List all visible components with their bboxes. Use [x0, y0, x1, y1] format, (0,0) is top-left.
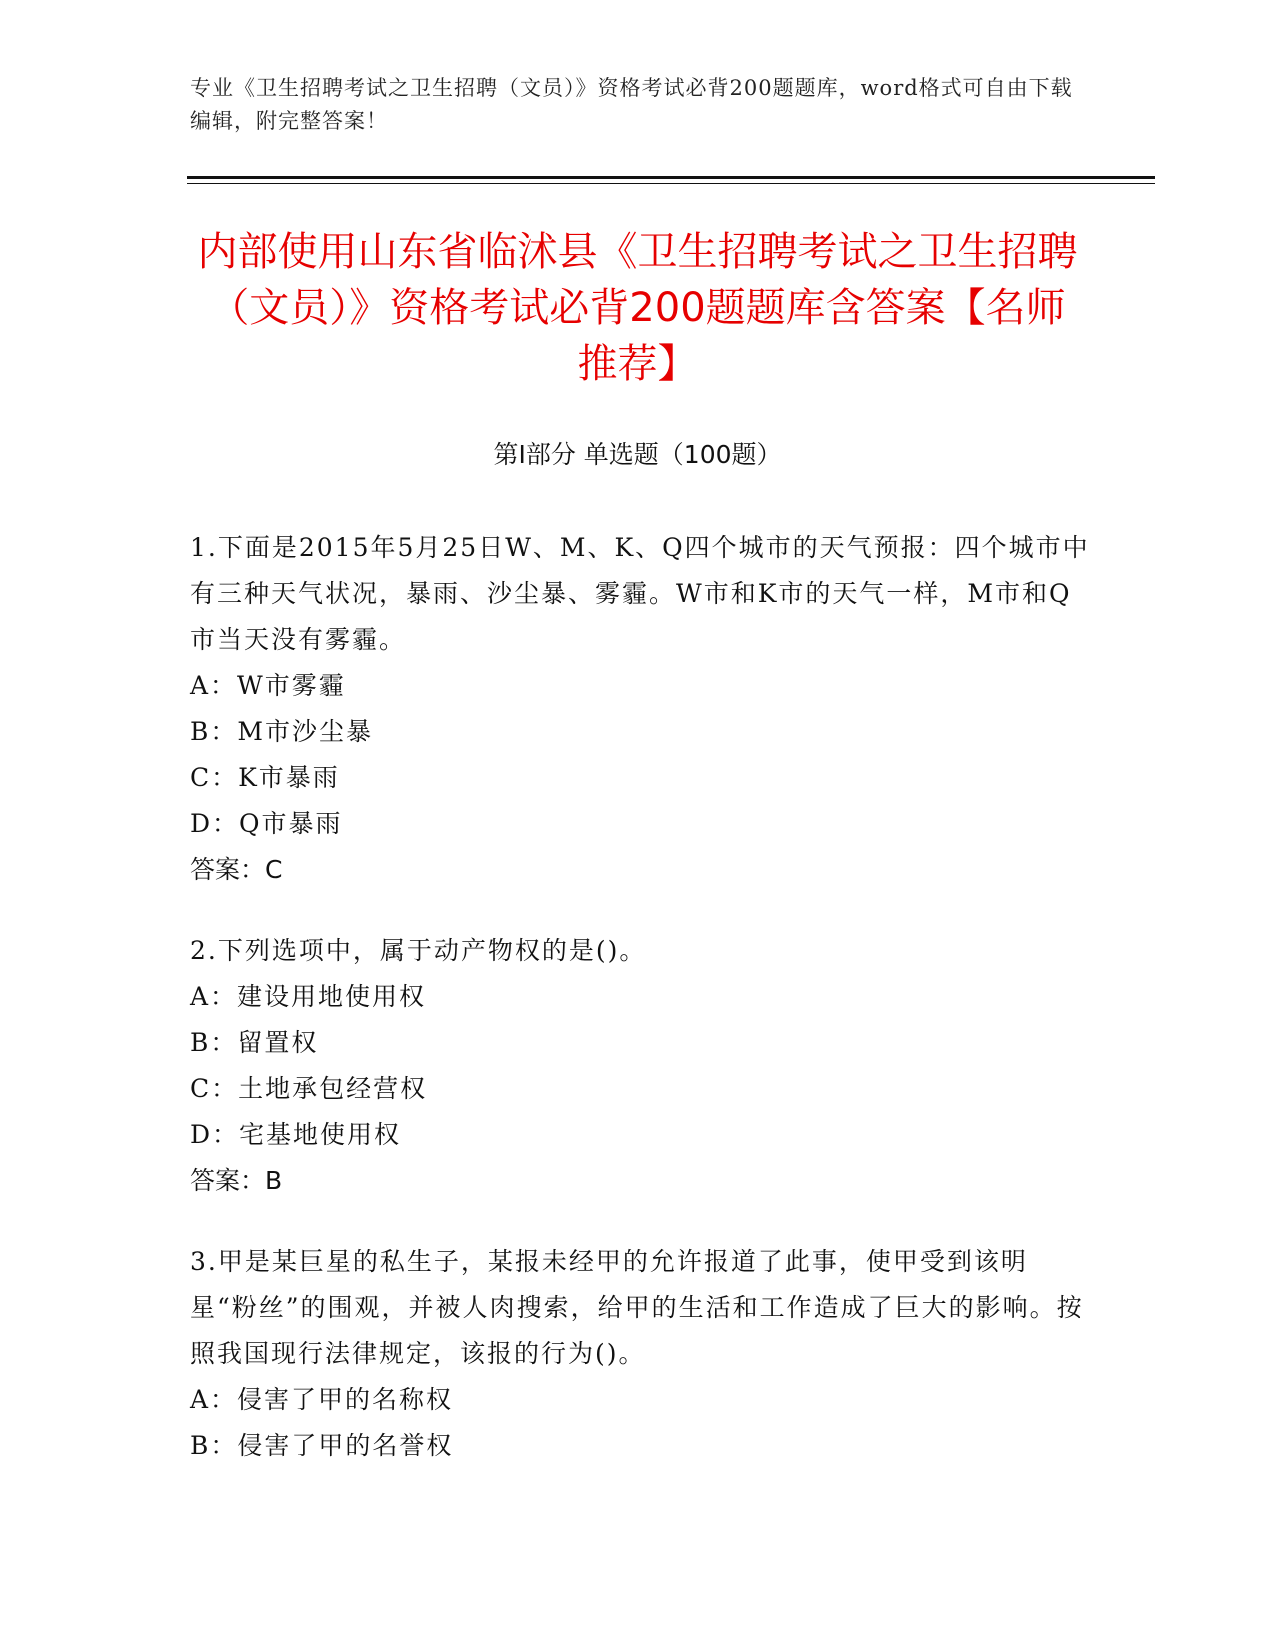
option-d: D：宅基地使用权 — [190, 1120, 402, 1149]
option-a: A：W市雾霾 — [190, 671, 346, 700]
option-d: D：Q市暴雨 — [190, 809, 343, 838]
answer: 答案：B — [190, 1166, 283, 1195]
question-stem: 1.下面是2015年5月25日W、M、K、Q四个城市的天气预报：四个城市中有三种天气状况，暴雨、沙尘暴、雾霾。W市和K市的天气一样，M市和Q市当天没有雾霾。 — [190, 533, 1090, 654]
question-2 — [190, 928, 1090, 1204]
header-divider-thin — [187, 183, 1155, 184]
question-1 — [190, 525, 1090, 893]
question-list — [190, 525, 1090, 1504]
document-title: 内部使用山东省临沭县《卫生招聘考试之卫生招聘（文员）》资格考试必背200题题库含答案【名师推荐】 — [197, 229, 1078, 387]
header-divider-thick — [187, 176, 1155, 179]
option-c: C：K市暴雨 — [190, 763, 340, 792]
option-b: B：侵害了甲的名誉权 — [190, 1431, 454, 1460]
answer: 答案：C — [190, 855, 283, 884]
option-b: B：M市沙尘暴 — [190, 717, 373, 746]
question-3 — [190, 1239, 1090, 1469]
header-note: 专业《卫生招聘考试之卫生招聘（文员）》资格考试必背200题题库，word格式可自由下载编辑，附完整答案！ — [190, 76, 1073, 133]
option-a: A：建设用地使用权 — [190, 982, 427, 1011]
section-title: 第Ⅰ部分 单选题（100题） — [493, 440, 782, 469]
question-stem: 3.甲是某巨星的私生子，某报未经甲的允许报道了此事，使甲受到该明星“粉丝”的围观，并被人肉搜索，给甲的生活和工作造成了巨大的影响。按照我国现行法律规定，该报的行为()。 — [190, 1247, 1084, 1368]
option-c: C：土地承包经营权 — [190, 1074, 428, 1103]
option-b: B：留置权 — [190, 1028, 319, 1057]
question-stem: 2.下列选项中，属于动产物权的是()。 — [190, 936, 647, 965]
option-a: A：侵害了甲的名称权 — [190, 1385, 454, 1414]
